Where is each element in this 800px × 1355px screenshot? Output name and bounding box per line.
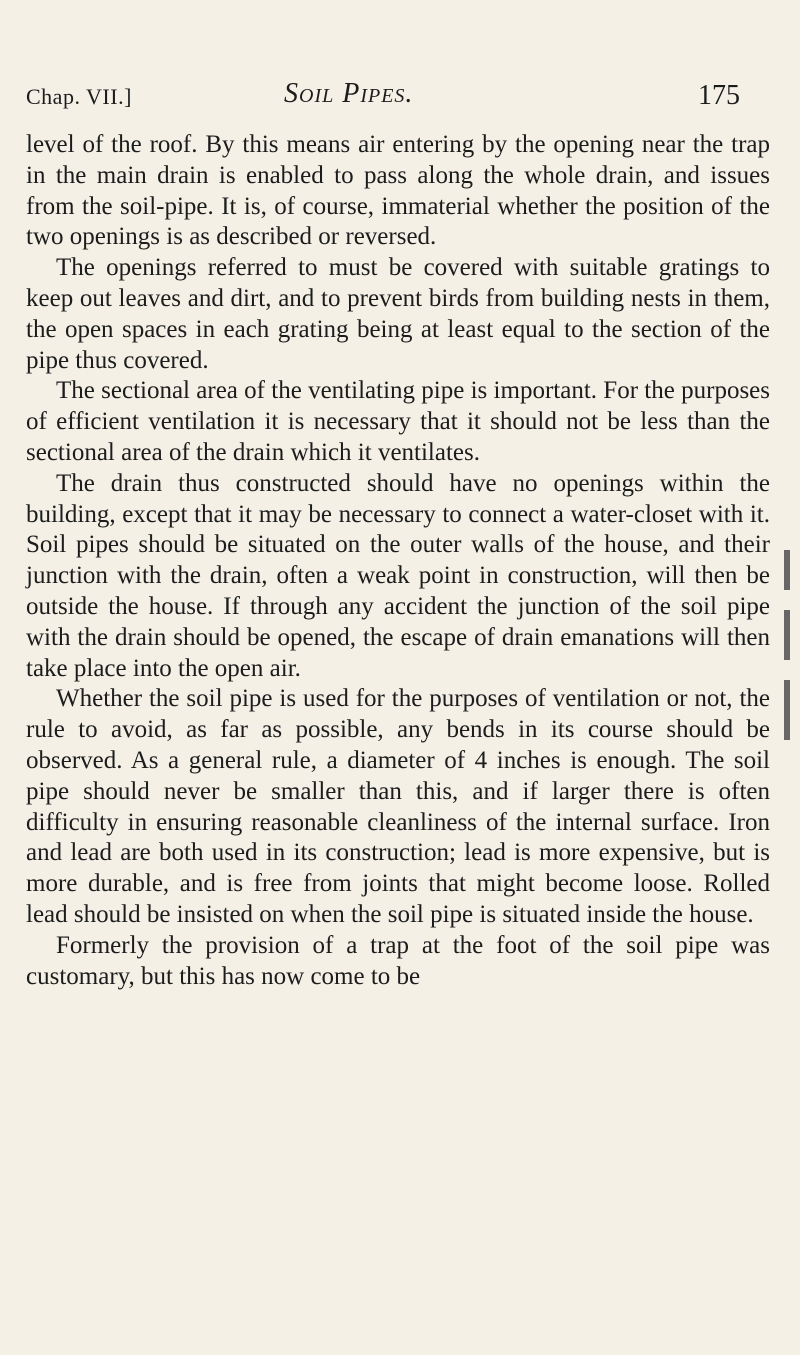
- paragraph-gratings: The openings referred to must be covered with suitable gratings to keep out leaves and dirt, and to prevent birds from building nests in them, the open spaces in each grating being at least equal to the section of the pipe thus covered.: [26, 254, 770, 374]
- body-text: [26, 130, 770, 992]
- paragraph-sectional-area: The sectional area of the ventilating pipe is important. For the purposes of efficient ventilation it is necessary that it should not be less than the sectional area of the drain which it ventilates.: [26, 377, 770, 466]
- chapter-label: Chap. VII.]: [26, 84, 132, 109]
- page-number: 175: [698, 80, 740, 111]
- paragraph-trap-provision: Formerly the provision of a trap at the foot of the soil pipe was customary, but this has now come to be: [26, 931, 770, 990]
- page-edge-mark: [784, 540, 792, 770]
- running-title: Soil Pipes.: [284, 78, 414, 109]
- paragraph-continued: level of the roof. By this means air entering by the opening near the trap in the main drain is enabled to pass along the whole drain, and issues from the soil-pipe. It is, of course, immaterial whether the position of the two openings is as described or reversed.: [26, 131, 770, 251]
- paragraph-soil-pipe-rule: Whether the soil pipe is used for the purposes of ventilation or not, the rule to avoid, as far as possible, any bends in its course should be observed. As a general rule, a diameter of 4 inches is enough. The soil pipe should never be smaller than this, and if larger there is often difficulty in ensuring reasonable cleanliness of the internal surface. Iron and lead are both used in its construction; lead is more expensive, but is more durable, and is free from joints that might become loose. Rolled lead should be insisted on when the soil pipe is situated inside the house.: [26, 685, 770, 928]
- paragraph-drain-construction: The drain thus constructed should have no openings within the building, except that it may be necessary to connect a water-closet with it. Soil pipes should be situated on the outer walls of the house, and their junction with the drain, often a weak point in construction, will then be outside the house. If through any accident the junction of the soil pipe with the drain should be opened, the escape of drain emanations will then take place into the open air.: [26, 469, 770, 682]
- running-header: [26, 78, 746, 112]
